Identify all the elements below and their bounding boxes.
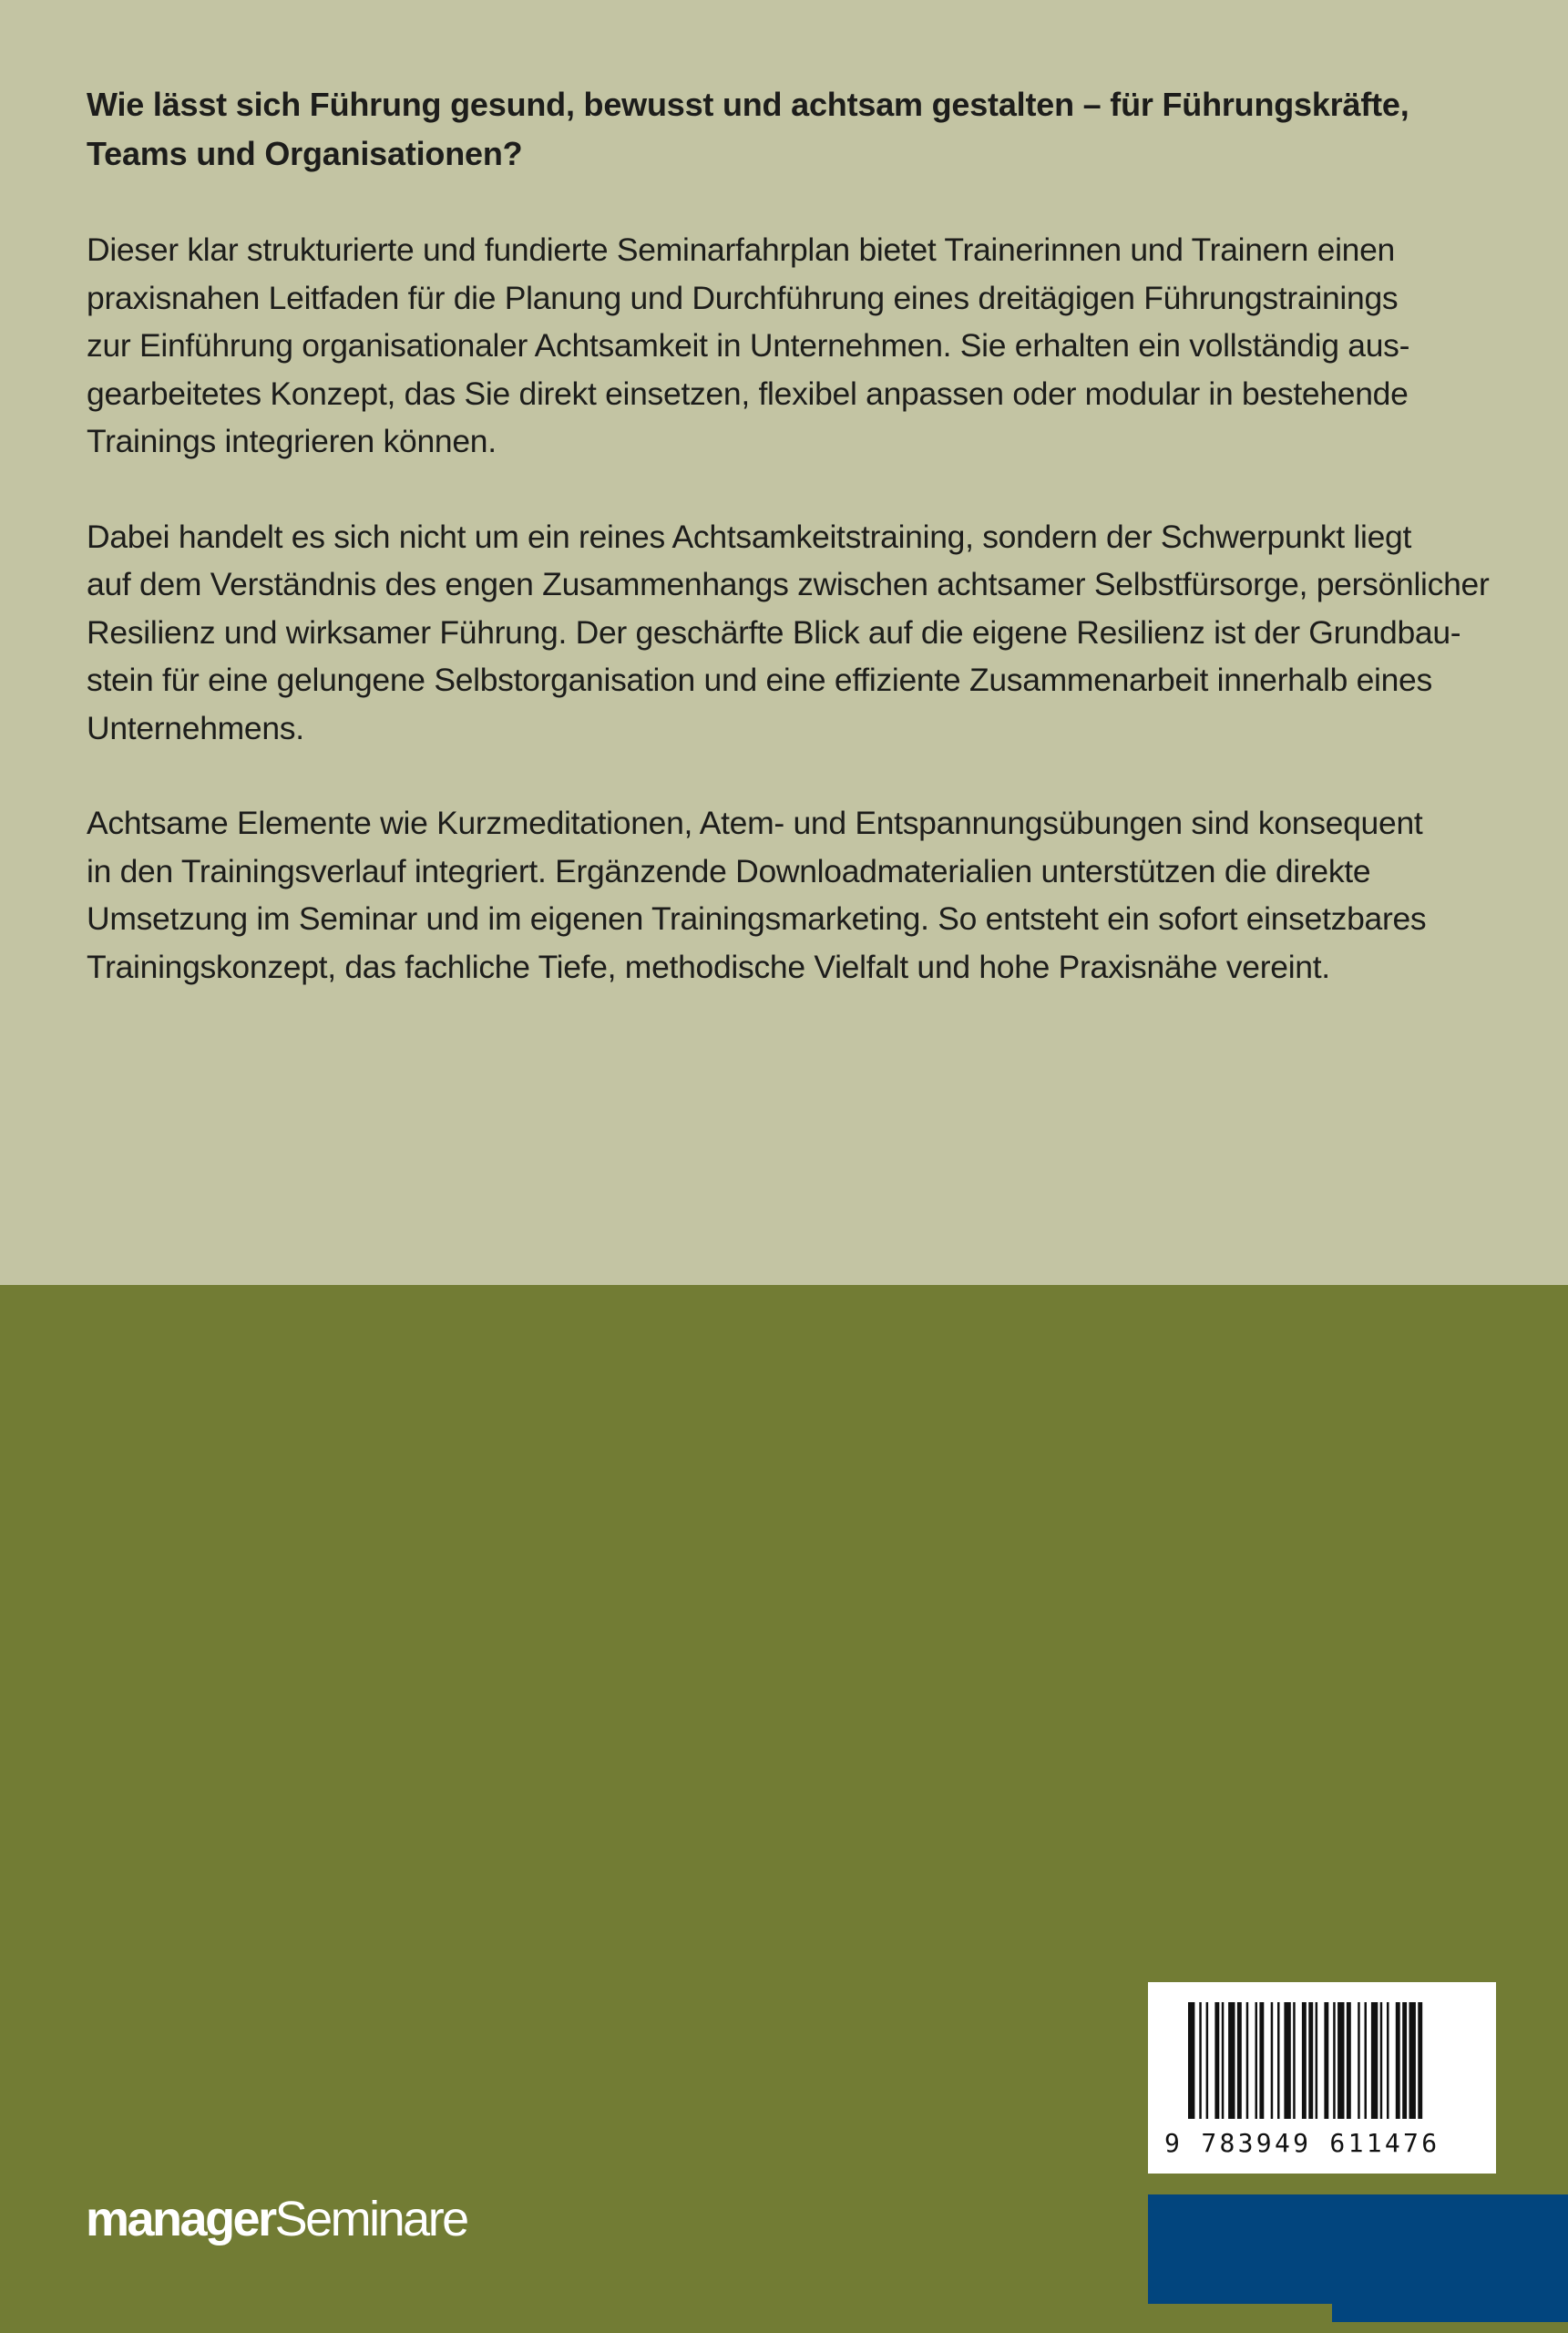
- barcode-bar: [1365, 2002, 1368, 2119]
- paragraph-intro: [87, 226, 1508, 466]
- paragraph-line: Unternehmens.: [87, 709, 304, 746]
- paragraph-line: Dabei handelt es sich nicht um ein reines Achtsamkeitstraining, sondern der Schwerpunkt liegt: [87, 518, 1412, 555]
- barcode-bar: [1277, 2002, 1280, 2119]
- barcode-bar: [1237, 2002, 1242, 2119]
- paragraph-line: Resilienz und wirksamer Führung. Der geschärfte Blick auf die eigene Resilienz ist der Grundbau-: [87, 613, 1461, 651]
- publisher-logo: [86, 2191, 467, 2247]
- barcode-bar: [1228, 2002, 1235, 2119]
- paragraph-line: Dieser klar strukturierte und fundierte Seminarfahrplan bietet Trainerinnen und Trainern einen: [87, 231, 1396, 268]
- barcode-bar: [1284, 2002, 1290, 2119]
- barcode-bar: [1387, 2002, 1389, 2119]
- bottom-panel: [0, 1285, 1568, 2333]
- barcode-bar: [1396, 2002, 1400, 2119]
- barcode-bar: [1333, 2002, 1336, 2119]
- barcode-bar: [1293, 2002, 1296, 2119]
- paragraph-line: praxisnahen Leitfaden für die Planung und Durchführung eines dreitägigen Führungstrainings: [87, 279, 1399, 316]
- barcode-bar: [1255, 2002, 1258, 2119]
- barcode-bar: [1347, 2002, 1351, 2119]
- barcode-bar: [1316, 2002, 1318, 2119]
- paragraph-line: auf dem Verständnis des engen Zusammenhangs zwischen achtsamer Selbstfürsorge, persönlicher: [87, 566, 1490, 602]
- barcode-bar: [1246, 2002, 1249, 2119]
- barcode-bar: [1271, 2002, 1274, 2119]
- barcode-bar: [1302, 2002, 1307, 2119]
- headline-line: Teams und Organisationen?: [87, 135, 523, 172]
- barcode-bar: [1402, 2002, 1407, 2119]
- barcode-bar: [1418, 2002, 1422, 2119]
- barcode-bar: [1371, 2002, 1378, 2119]
- paragraph-focus: [87, 513, 1508, 753]
- barcode-bars: [1148, 1982, 1496, 2128]
- accent-bar: [1148, 2194, 1568, 2304]
- barcode-bar: [1358, 2002, 1360, 2119]
- paragraph-line: stein für eine gelungene Selbstorganisation und eine effiziente Zusammenarbeit innerhalb eines: [87, 662, 1432, 698]
- logo-bold-part: manager: [86, 2192, 275, 2246]
- paragraph-line: in den Trainingsverlauf integriert. Ergänzende Downloadmaterialien unterstützen die direkte: [87, 852, 1371, 889]
- barcode-bar: [1188, 2002, 1194, 2119]
- barcode-bar: [1259, 2002, 1264, 2119]
- paragraph-line: zur Einführung organisationaler Achtsamkeit in Unternehmen. Sie erhalten ein vollständig aus-: [87, 327, 1410, 364]
- headline: [87, 80, 1508, 179]
- barcode-bar: [1324, 2002, 1328, 2119]
- paragraph-line: Achtsame Elemente wie Kurzmeditationen, Atem- und Entspannungsübungen sind konsequent: [87, 805, 1423, 841]
- paragraph-line: gearbeitetes Konzept, das Sie direkt einsetzen, flexibel anpassen oder modular in bestehende: [87, 375, 1409, 412]
- barcode-bar: [1206, 2002, 1209, 2119]
- logo-light-part: Seminare: [274, 2192, 467, 2246]
- barcode-bar: [1380, 2002, 1383, 2119]
- barcode-bar: [1199, 2002, 1202, 2119]
- paragraph-line: Umsetzung im Seminar und im eigenen Trainingsmarketing. So entsteht ein sofort einsetzbares: [87, 900, 1427, 937]
- barcode-bar: [1409, 2002, 1416, 2119]
- barcode-bar: [1308, 2002, 1313, 2119]
- isbn-barcode: [1148, 1982, 1496, 2174]
- isbn-number: 9 783949 611476: [1164, 2128, 1440, 2158]
- barcode-bar: [1337, 2002, 1344, 2119]
- paragraph-line: Trainings integrieren können.: [87, 423, 497, 459]
- barcode-bar: [1214, 2002, 1219, 2119]
- paragraph-line: Trainingskonzept, das fachliche Tiefe, methodische Vielfalt und hohe Praxisnähe vereint.: [87, 948, 1330, 985]
- headline-line: Wie lässt sich Führung gesund, bewusst und achtsam gestalten – für Führungskräfte,: [87, 86, 1409, 123]
- accent-tab: [1332, 2304, 1568, 2322]
- blurb-text: [87, 80, 1508, 1038]
- barcode-bar: [1222, 2002, 1225, 2119]
- paragraph-elements: [87, 799, 1508, 991]
